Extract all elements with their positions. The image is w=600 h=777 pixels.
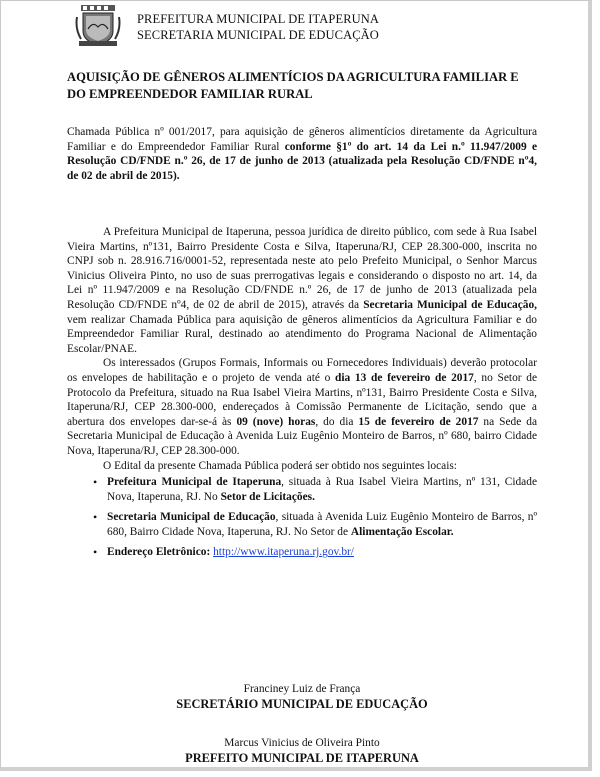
intro-paragraph: Chamada Pública nº 001/2017, para aquisição de gêneros alimentícios diretamente da Agricultura Familiar e do Empreendedor Familiar Rural conforme §1º do art. 14 da Lei n.º 11.947/2009 e Resolução CD/FNDE n.º 26, de 17 de junho de 2013 (atualizada pela Resolução CD/FNDE nº4, de 02 de abril de 2015). bbox=[67, 126, 537, 182]
list-item: • Endereço Eletrônico: http://www.itaperuna.rj.gov.br/ bbox=[107, 545, 537, 560]
signer-role: SECRETÁRIO MUNICIPAL DE EDUCAÇÃO bbox=[176, 696, 428, 711]
document-body bbox=[67, 225, 537, 566]
signature-block-mayor bbox=[67, 736, 537, 765]
header-secretariat: SECRETARIA MUNICIPAL DE EDUCAÇÃO bbox=[137, 28, 379, 42]
signer-name: Marcus Vinicius de Oliveira Pinto bbox=[224, 737, 380, 749]
municipal-coat-of-arms-icon bbox=[75, 5, 121, 47]
locations-list bbox=[67, 475, 537, 560]
list-item: • Secretaria Municipal de Educação, situada à Avenida Luiz Eugênio Monteiro de Barros, nº 680, Bairro Cidade Nova, Itaperuna, RJ. No Setor de Alimentação Escolar. bbox=[107, 510, 537, 539]
paragraph-2: Os interessados (Grupos Formais, Informais ou Fornecedores Individuais) deverão protocolar os envelopes de habilitação e o projeto de venda até o dia 13 de fevereiro de 2017, no Setor de Protocolo da Prefeitura, situado na Rua Isabel Vieira Martins, nº131, Bairro Presidente Costa e Silva, Itaperuna/RJ, CEP 28.300-000, endereçados à Comissão Permanente de Licitação, sendo que a abertura dos envelopes dar-se-á às 09 (nove) horas, do dia 15 de fevereiro de 2017 na Sede da Secretaria Municipal de Educação à Avenida Luiz Eugênio Monteiro de Barros, nº 680, bairro Cidade Nova, Itaperuna/RJ, CEP 28.300-000. bbox=[67, 357, 538, 457]
paragraph-3: O Edital da presente Chamada Pública poderá ser obtido nos seguintes locais: bbox=[103, 459, 457, 472]
list-item: • Prefeitura Municipal de Itaperuna, situada à Rua Isabel Vieira Martins, nº 131, Cidade Nova, Itaperuna, RJ. No Setor de Licitações. bbox=[107, 475, 537, 504]
header-city-hall: PREFEITURA MUNICIPAL DE ITAPERUNA bbox=[137, 12, 380, 26]
website-link[interactable]: http://www.itaperuna.rj.gov.br/ bbox=[213, 546, 354, 559]
document-title: AQUISIÇÃO DE GÊNEROS ALIMENTÍCIOS DA AGRICULTURA FAMILIAR E DO EMPREENDEDOR FAMILIAR RURAL bbox=[67, 70, 519, 101]
paragraph-1: A Prefeitura Municipal de Itaperuna, pessoa jurídica de direito público, com sede à Rua Isabel Vieira Martins, nº131, Bairro Presidente Costa e Silva, Itaperuna/RJ, CEP 28.300-000, inscrita no CNPJ sob n. 28.916.716/0001-52, representada neste ato pelo Prefeito Municipal, o Senhor Marcus Vinicius Oliveira Pinto, no uso de suas prerrogativas legais e considerando o disposto no art. 14, da Lei nº 11.947/2009 e na Resolução CD/FNDE n.º 26, de 17 de junho de 2013 (atualizada pela Resolução CD/FNDE nº4, de 02 de abril de 2015), através da Secretaria Municipal de Educação, vem realizar Chamada Pública para aquisição de gêneros alimentícios da Agricultura Familiar e do Empreendedor Familiar Rural, destinado ao atendimento do Programa Nacional de Alimentação Escolar/PNAE. bbox=[67, 226, 537, 355]
signer-name: Franciney Luiz de França bbox=[243, 683, 361, 695]
signer-role: PREFEITO MUNICIPAL DE ITAPERUNA bbox=[185, 750, 419, 765]
signature-block-secretary bbox=[67, 682, 537, 711]
